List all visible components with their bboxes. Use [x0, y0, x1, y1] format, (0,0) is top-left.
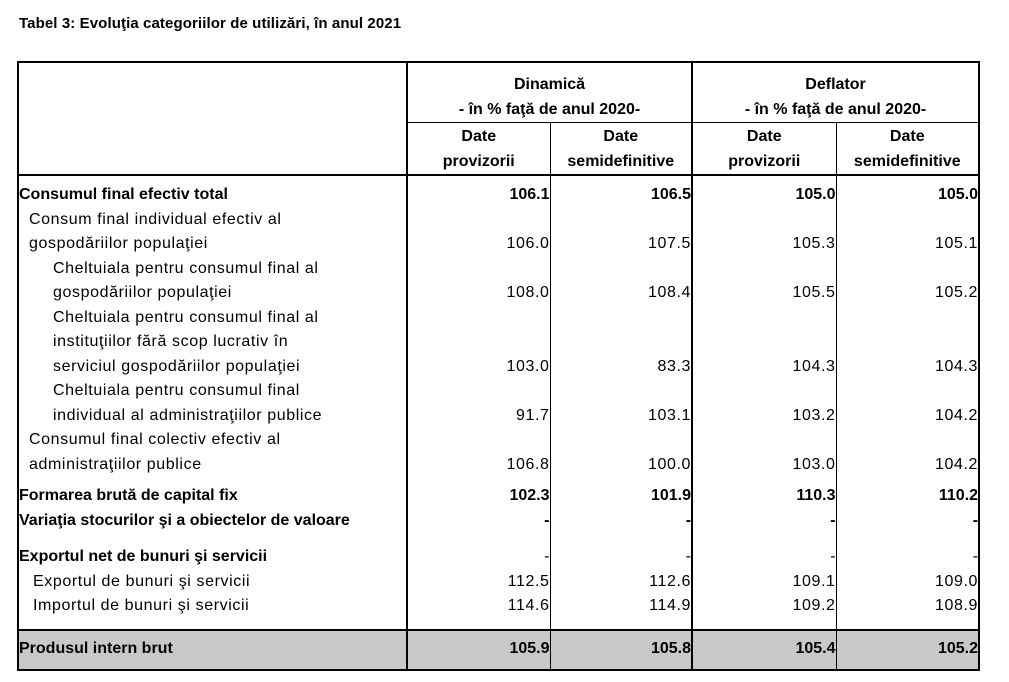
cell-value: 103.0	[692, 428, 836, 477]
cell-value: 114.9	[550, 594, 692, 619]
row-label-line: gospodăriilor populaţiei	[29, 235, 208, 252]
cell-value: -	[550, 509, 692, 534]
cell-value: 109.0	[836, 570, 979, 595]
cell-value: 109.2	[692, 594, 836, 619]
cell-value: 91.7	[407, 379, 550, 428]
cell-value: 102.3	[407, 484, 550, 509]
header-blank-cell	[18, 62, 407, 175]
cell-value: 105.2	[836, 630, 979, 670]
row-label-line: instituţiilor fără scop lucrativ în	[53, 333, 289, 350]
row-label-line: administraţiilor publice	[29, 455, 202, 473]
subheader-line: semidefinitive	[567, 152, 675, 170]
cell-value: 100.0	[550, 428, 692, 477]
table-row	[18, 570, 979, 595]
cell-value: 112.6	[550, 570, 692, 595]
cell-value: 105.1	[836, 208, 979, 257]
subheader-line: semidefinitive	[853, 152, 961, 170]
subheader-line: Date	[889, 128, 925, 145]
row-label-line: Consumul final colectiv efectiv al	[29, 431, 281, 448]
row-label	[18, 379, 407, 428]
row-label: Produsul intern brut	[18, 630, 407, 670]
cell-value: 108.4	[550, 257, 692, 306]
row-label: Consumul final efectiv total	[18, 183, 407, 208]
cell-value: 112.5	[407, 570, 550, 595]
row-label	[18, 208, 407, 257]
data-table	[17, 61, 980, 671]
subheader-line: Date	[461, 128, 497, 145]
cell-value: -	[407, 545, 550, 570]
cell-value: 104.2	[836, 428, 979, 477]
cell-value: 83.3	[550, 306, 692, 380]
subheader-dinamica-semidefinitive	[550, 123, 692, 176]
cell-value: 107.5	[550, 208, 692, 257]
cell-value: 109.1	[692, 570, 836, 595]
cell-value: 106.5	[550, 183, 692, 208]
row-label-line: Cheltuiala pentru consumul final	[53, 382, 300, 399]
cell-value: 105.0	[692, 183, 836, 208]
table-row	[18, 545, 979, 570]
row-label	[18, 306, 407, 380]
cell-value: 103.0	[407, 306, 550, 380]
row-label-line: gospodăriilor populaţiei	[53, 284, 232, 301]
row-label-line: Exportul de bunuri şi servicii	[33, 572, 251, 590]
cell-value: -	[692, 545, 836, 570]
cell-value: 103.2	[692, 379, 836, 428]
cell-value: 105.3	[692, 208, 836, 257]
cell-value: 105.0	[836, 183, 979, 208]
header-dinamica-unit: - în % faţă de anul 2020-	[458, 100, 641, 118]
row-label-line: individual al administraţiilor publice	[53, 406, 323, 424]
subheader-line: Date	[603, 128, 639, 145]
header-deflator	[692, 62, 979, 123]
row-label	[18, 570, 407, 595]
cell-value: 105.2	[836, 257, 979, 306]
header-dinamica-title: Dinamică	[513, 76, 586, 93]
row-label-line: Cheltuiala pentru consumul final al	[53, 308, 319, 326]
table-row	[18, 379, 979, 428]
subheader-deflator-provizorii	[692, 123, 836, 176]
row-label-line: Importul de bunuri şi servicii	[33, 597, 250, 614]
subheader-dinamica-provizorii	[407, 123, 550, 176]
row-label	[18, 428, 407, 477]
cell-value: 110.2	[836, 484, 979, 509]
cell-value: 101.9	[550, 484, 692, 509]
cell-value: 105.4	[692, 630, 836, 670]
table-row	[18, 183, 979, 208]
row-label-line: Consum final individual efectiv al	[29, 210, 282, 228]
cell-value: -	[407, 509, 550, 534]
row-label: Formarea brută de capital fix	[18, 484, 407, 509]
row-label: Exportul net de bunuri şi servicii	[18, 545, 407, 570]
row-label-line: serviciul gospodăriilor populaţiei	[53, 357, 301, 375]
cell-value: 104.3	[692, 306, 836, 380]
cell-value: 106.8	[407, 428, 550, 477]
cell-value: 106.1	[407, 183, 550, 208]
subheader-line: Date	[746, 128, 782, 145]
table-title: Tabel 3: Evoluţia categoriilor de utilizări, în anul 2021	[19, 15, 402, 32]
row-label-line: Cheltuiala pentru consumul final al	[53, 259, 319, 277]
row-label	[18, 594, 407, 619]
row-label	[18, 257, 407, 306]
cell-value: -	[692, 509, 836, 534]
cell-value: 108.9	[836, 594, 979, 619]
subheader-line: provizorii	[728, 152, 801, 170]
table-row	[18, 594, 979, 619]
cell-value: 114.6	[407, 594, 550, 619]
cell-value: 106.0	[407, 208, 550, 257]
table-row	[18, 484, 979, 509]
table-row	[18, 257, 979, 306]
cell-value: -	[550, 545, 692, 570]
subheader-line: provizorii	[442, 152, 515, 170]
table-row	[18, 208, 979, 257]
cell-value: -	[836, 509, 979, 534]
cell-value: 105.5	[692, 257, 836, 306]
cell-value: 105.9	[407, 630, 550, 670]
table-row	[18, 509, 979, 534]
table-row	[18, 428, 979, 477]
cell-value: -	[836, 545, 979, 570]
table-row	[18, 306, 979, 380]
cell-value: 110.3	[692, 484, 836, 509]
cell-value: 105.8	[550, 630, 692, 670]
subheader-deflator-semidefinitive	[836, 123, 979, 176]
total-row	[18, 630, 979, 670]
cell-value: 103.1	[550, 379, 692, 428]
header-deflator-title: Deflator	[805, 76, 866, 93]
row-label: Variaţia stocurilor şi a obiectelor de valoare	[18, 509, 407, 534]
cell-value: 108.0	[407, 257, 550, 306]
header-deflator-unit: - în % faţă de anul 2020-	[744, 100, 927, 118]
header-dinamica	[407, 62, 692, 123]
cell-value: 104.3	[836, 306, 979, 380]
cell-value: 104.2	[836, 379, 979, 428]
